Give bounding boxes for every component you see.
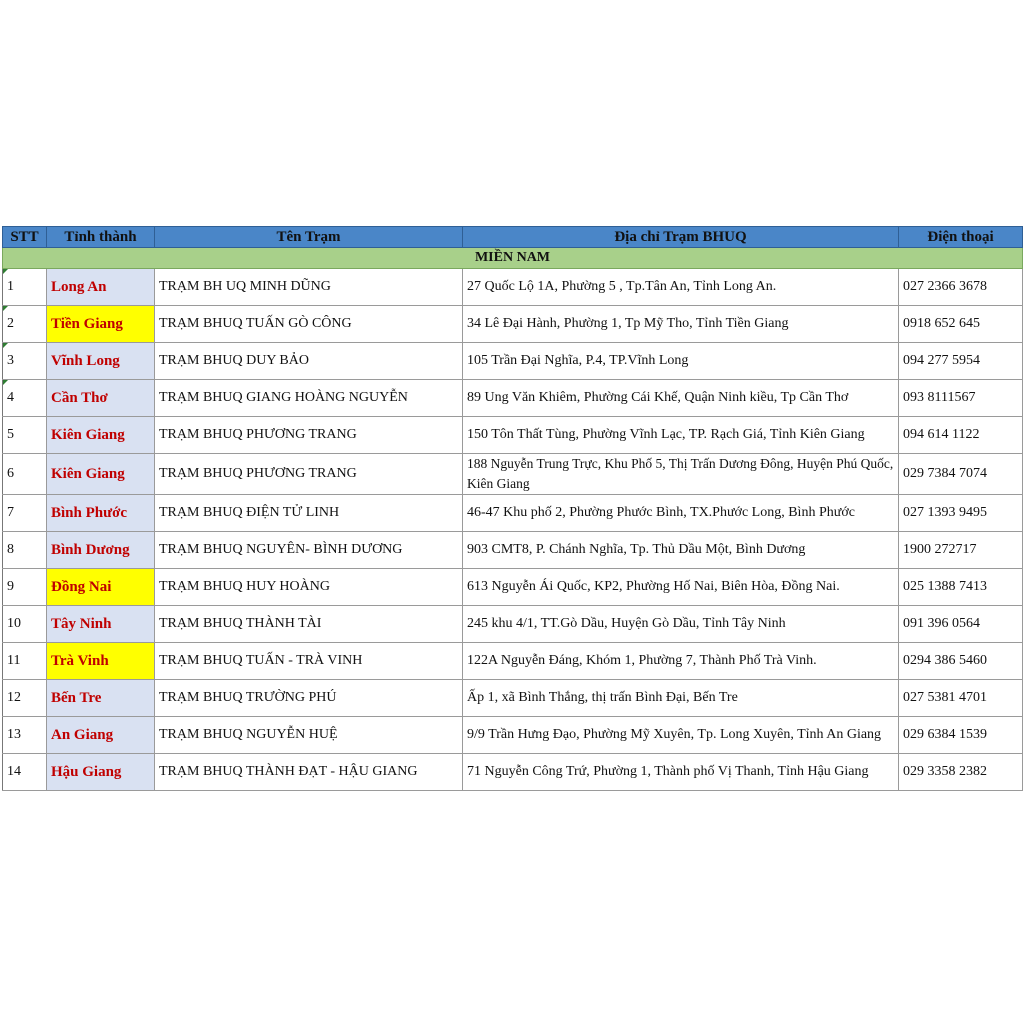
cell-address-text: 105 Trần Đại Nghĩa, P.4, TP.Vĩnh Long	[467, 353, 689, 368]
cell-station-name[interactable]	[155, 569, 463, 606]
cell-station-name[interactable]	[155, 680, 463, 717]
table-row	[3, 532, 1023, 569]
cell-address-text: 122A Nguyễn Đáng, Khóm 1, Phường 7, Thành Phố Trà Vinh.	[467, 653, 817, 668]
cell-phone[interactable]	[899, 417, 1023, 454]
cell-phone-text: 094 614 1122	[903, 427, 980, 442]
cell-province-text: Bình Phước	[51, 504, 128, 521]
cell-station-name-text: TRẠM BHUQ ĐIỆN TỬ LINH	[159, 505, 340, 520]
cell-address[interactable]	[463, 754, 899, 791]
cell-phone-text: 091 396 0564	[903, 616, 980, 631]
cell-province-text: An Giang	[51, 726, 114, 743]
cell-station-name-text: TRẠM BHUQ THÀNH ĐẠT - HẬU GIANG	[159, 764, 418, 779]
table-row	[3, 680, 1023, 717]
cell-address-text: 46-47 Khu phố 2, Phường Phước Bình, TX.Phước Long, Bình Phước	[467, 505, 855, 520]
section-title[interactable]: MIỀN NAM	[3, 248, 1023, 269]
cell-stt-text: 8	[7, 542, 14, 557]
cell-phone[interactable]	[899, 754, 1023, 791]
cell-station-name-text: TRẠM BHUQ NGUYÊN- BÌNH DƯƠNG	[159, 542, 403, 557]
cell-province[interactable]	[47, 343, 155, 380]
table-row	[3, 643, 1023, 680]
cell-stt-text: 5	[7, 427, 14, 442]
comment-marker-icon	[3, 380, 8, 385]
cell-stt[interactable]	[3, 417, 47, 454]
cell-province[interactable]	[47, 380, 155, 417]
cell-address-text: 245 khu 4/1, TT.Gò Dầu, Huyện Gò Dầu, Tỉnh Tây Ninh	[467, 616, 786, 631]
cell-stt-text: 1	[7, 279, 14, 294]
cell-phone-text: 027 5381 4701	[903, 690, 987, 705]
cell-province-text: Đồng Nai	[51, 578, 112, 595]
cell-station-name-text: TRẠM BHUQ TUẤN - TRÀ VINH	[159, 653, 363, 668]
cell-province[interactable]	[47, 754, 155, 791]
comment-marker-icon	[3, 343, 8, 348]
header-province[interactable]: Tỉnh thành	[47, 227, 155, 248]
cell-province-text: Bình Dương	[51, 541, 130, 558]
cell-station-name[interactable]	[155, 606, 463, 643]
cell-phone[interactable]	[899, 454, 1023, 495]
comment-marker-icon	[3, 306, 8, 311]
cell-address-text: 89 Ung Văn Khiêm, Phường Cái Khế, Quận Ninh kiều, Tp Cần Thơ	[467, 390, 849, 405]
cell-phone-text: 0918 652 645	[903, 316, 980, 331]
cell-phone-text: 094 277 5954	[903, 353, 980, 368]
cell-stt[interactable]	[3, 606, 47, 643]
cell-stt[interactable]	[3, 569, 47, 606]
cell-address-text: 27 Quốc Lộ 1A, Phường 5 , Tp.Tân An, Tỉnh Long An.	[467, 279, 777, 294]
cell-stt[interactable]	[3, 269, 47, 306]
cell-province-text: Long An	[51, 278, 107, 295]
cell-address[interactable]	[463, 680, 899, 717]
cell-address-text: 71 Nguyễn Công Trứ, Phường 1, Thành phố Vị Thanh, Tỉnh Hậu Giang	[467, 764, 869, 779]
cell-address-text: 613 Nguyễn Ái Quốc, KP2, Phường Hố Nai, Biên Hòa, Đồng Nai.	[467, 579, 840, 594]
section-row	[3, 248, 1023, 269]
cell-stt-text: 7	[7, 505, 14, 520]
cell-phone-text: 093 8111567	[903, 390, 976, 405]
cell-province-text: Hậu Giang	[51, 763, 122, 780]
cell-province[interactable]	[47, 532, 155, 569]
cell-stt[interactable]	[3, 717, 47, 754]
table-row	[3, 417, 1023, 454]
table-row	[3, 606, 1023, 643]
cell-address[interactable]	[463, 606, 899, 643]
cell-stt[interactable]	[3, 680, 47, 717]
cell-address[interactable]	[463, 532, 899, 569]
cell-address-text: 34 Lê Đại Hành, Phường 1, Tp Mỹ Tho, Tỉnh Tiền Giang	[467, 316, 789, 331]
cell-province[interactable]	[47, 569, 155, 606]
table-row	[3, 717, 1023, 754]
cell-station-name-text: TRẠM BHUQ HUY HOÀNG	[159, 579, 330, 594]
cell-phone-text: 029 7384 7074	[903, 466, 987, 481]
cell-province-text: Tây Ninh	[51, 615, 112, 632]
cell-address[interactable]	[463, 269, 899, 306]
table-row	[3, 269, 1023, 306]
cell-stt-text: 2	[7, 316, 14, 331]
cell-phone-text: 0294 386 5460	[903, 653, 987, 668]
cell-phone[interactable]	[899, 643, 1023, 680]
cell-address[interactable]	[463, 306, 899, 343]
cell-address-text: 903 CMT8, P. Chánh Nghĩa, Tp. Thủ Dầu Một, Bình Dương	[467, 542, 806, 557]
cell-stt[interactable]	[3, 495, 47, 532]
cell-stt[interactable]	[3, 454, 47, 495]
cell-phone[interactable]	[899, 343, 1023, 380]
cell-stt-text: 10	[7, 616, 21, 631]
cell-station-name[interactable]	[155, 269, 463, 306]
cell-address[interactable]	[463, 380, 899, 417]
cell-address-text: 150 Tôn Thất Tùng, Phường Vĩnh Lạc, TP. Rạch Giá, Tỉnh Kiên Giang	[467, 427, 865, 442]
table-row	[3, 495, 1023, 532]
cell-province[interactable]	[47, 306, 155, 343]
cell-stt-text: 9	[7, 579, 14, 594]
cell-province-text: Tiền Giang	[51, 315, 123, 332]
cell-station-name[interactable]	[155, 380, 463, 417]
cell-province-text: Kiên Giang	[51, 426, 125, 443]
table-row	[3, 343, 1023, 380]
cell-station-name-text: TRẠM BHUQ PHƯƠNG TRANG	[159, 466, 357, 481]
cell-phone[interactable]	[899, 606, 1023, 643]
cell-stt-text: 13	[7, 727, 21, 742]
cell-province[interactable]	[47, 269, 155, 306]
cell-phone[interactable]	[899, 569, 1023, 606]
header-stt[interactable]: STT	[3, 227, 47, 248]
table-row	[3, 569, 1023, 606]
table-row	[3, 454, 1023, 495]
cell-stt[interactable]	[3, 343, 47, 380]
cell-province-text: Vĩnh Long	[51, 352, 120, 369]
cell-stt-text: 14	[7, 764, 21, 779]
cell-stt-text: 4	[7, 390, 14, 405]
cell-phone-text: 029 6384 1539	[903, 727, 987, 742]
cell-phone[interactable]	[899, 532, 1023, 569]
cell-station-name[interactable]	[155, 643, 463, 680]
cell-station-name-text: TRẠM BHUQ GIANG HOÀNG NGUYỄN	[159, 390, 408, 405]
cell-phone[interactable]	[899, 269, 1023, 306]
cell-address-text: 9/9 Trần Hưng Đạo, Phường Mỹ Xuyên, Tp. Long Xuyên, Tỉnh An Giang	[467, 727, 882, 742]
cell-province-text: Bến Tre	[51, 689, 102, 706]
cell-stt-text: 11	[7, 653, 21, 668]
cell-phone-text: 029 3358 2382	[903, 764, 987, 779]
cell-station-name[interactable]	[155, 306, 463, 343]
station-table	[2, 226, 1023, 791]
cell-stt[interactable]	[3, 754, 47, 791]
cell-province-text: Trà Vinh	[51, 652, 109, 669]
cell-station-name[interactable]	[155, 495, 463, 532]
cell-province[interactable]	[47, 417, 155, 454]
cell-province[interactable]	[47, 454, 155, 495]
header-phone[interactable]: Điện thoại	[899, 227, 1023, 248]
cell-address-text: 188 Nguyễn Trung Trực, Khu Phố 5, Thị Trấn Dương Đông, Huyện Phú Quốc, Kiên Giang	[467, 456, 894, 491]
table-row	[3, 306, 1023, 343]
cell-province[interactable]	[47, 680, 155, 717]
cell-station-name[interactable]	[155, 717, 463, 754]
cell-phone-text: 1900 272717	[903, 542, 977, 557]
cell-station-name[interactable]	[155, 417, 463, 454]
table-header-row	[3, 227, 1023, 248]
cell-address[interactable]	[463, 454, 899, 495]
cell-phone-text: 027 1393 9495	[903, 505, 987, 520]
cell-province[interactable]	[47, 495, 155, 532]
cell-province[interactable]	[47, 717, 155, 754]
cell-phone[interactable]	[899, 717, 1023, 754]
cell-phone[interactable]	[899, 680, 1023, 717]
cell-station-name-text: TRẠM BHUQ TRƯỜNG PHÚ	[159, 690, 337, 705]
cell-phone-text: 027 2366 3678	[903, 279, 987, 294]
comment-marker-icon	[3, 269, 8, 274]
table-row	[3, 380, 1023, 417]
cell-station-name[interactable]	[155, 754, 463, 791]
header-address[interactable]: Địa chỉ Trạm BHUQ	[463, 227, 899, 248]
cell-stt[interactable]	[3, 532, 47, 569]
cell-station-name-text: TRẠM BHUQ TUẤN GÒ CÔNG	[159, 316, 352, 331]
cell-stt-text: 12	[7, 690, 21, 705]
cell-address[interactable]	[463, 717, 899, 754]
cell-stt[interactable]	[3, 380, 47, 417]
cell-province-text: Kiên Giang	[51, 465, 125, 482]
cell-stt-text: 3	[7, 353, 14, 368]
cell-phone-text: 025 1388 7413	[903, 579, 987, 594]
cell-station-name-text: TRẠM BH UQ MINH DŨNG	[159, 279, 331, 294]
cell-address[interactable]	[463, 343, 899, 380]
header-station-name[interactable]: Tên Trạm	[155, 227, 463, 248]
cell-stt[interactable]	[3, 306, 47, 343]
cell-province[interactable]	[47, 643, 155, 680]
cell-station-name-text: TRẠM BHUQ DUY BẢO	[159, 353, 309, 368]
cell-address-text: Ấp 1, xã Bình Thắng, thị trấn Bình Đại, Bến Tre	[467, 690, 738, 705]
cell-phone[interactable]	[899, 306, 1023, 343]
cell-station-name-text: TRẠM BHUQ PHƯƠNG TRANG	[159, 427, 357, 442]
station-table-sheet	[2, 226, 1022, 791]
cell-station-name-text: TRẠM BHUQ THÀNH TÀI	[159, 616, 322, 631]
cell-stt-text: 6	[7, 466, 14, 481]
table-row	[3, 754, 1023, 791]
cell-phone[interactable]	[899, 495, 1023, 532]
cell-phone[interactable]	[899, 380, 1023, 417]
cell-stt[interactable]	[3, 643, 47, 680]
cell-address[interactable]	[463, 495, 899, 532]
cell-station-name[interactable]	[155, 454, 463, 495]
cell-address[interactable]	[463, 643, 899, 680]
cell-province-text: Cần Thơ	[51, 389, 108, 406]
cell-station-name[interactable]	[155, 343, 463, 380]
cell-address[interactable]	[463, 569, 899, 606]
cell-station-name-text: TRẠM BHUQ NGUYỄN HUỆ	[159, 727, 338, 742]
cell-station-name[interactable]	[155, 532, 463, 569]
cell-address[interactable]	[463, 417, 899, 454]
cell-province[interactable]	[47, 606, 155, 643]
